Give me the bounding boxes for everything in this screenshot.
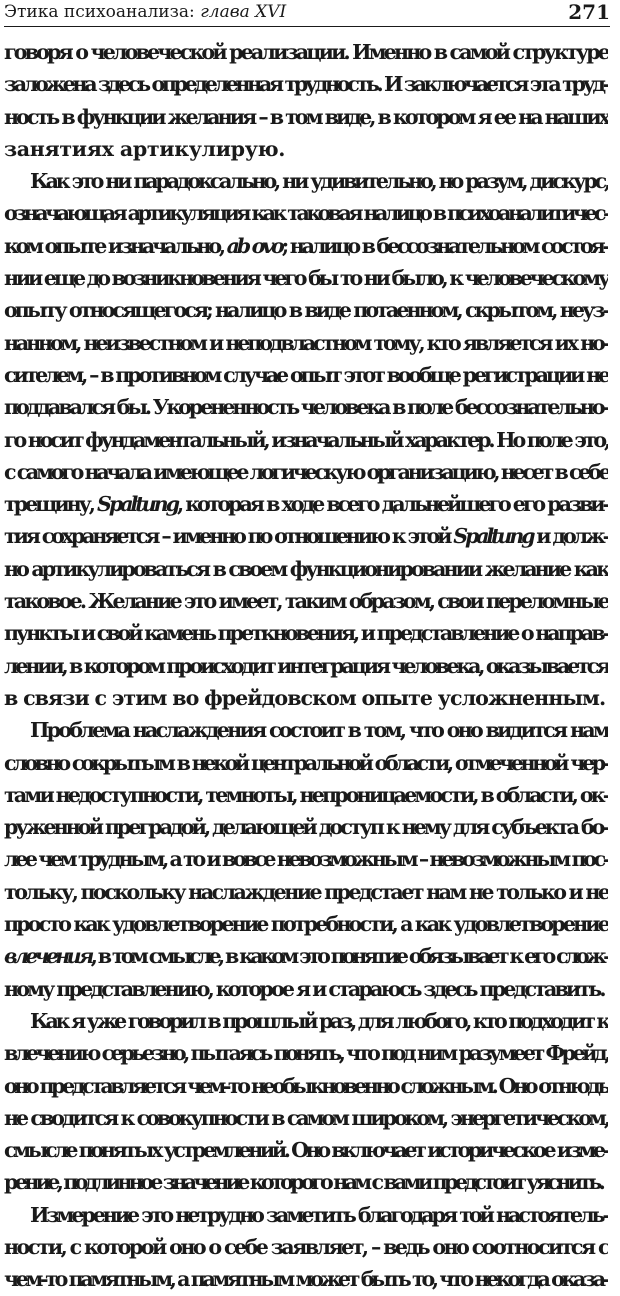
text-line xyxy=(4,811,608,843)
line-text: лении, в котором происходит интеграция человека, оказывается xyxy=(4,653,608,678)
line-text: го носит фундаментальный, изначальный характер. Но поле это, xyxy=(4,427,608,452)
text-line xyxy=(4,1005,608,1037)
text-line xyxy=(4,779,608,811)
line-text: занятиях артикулирую. xyxy=(4,136,286,161)
text-line xyxy=(4,165,608,197)
text-line xyxy=(4,488,608,520)
line-text: не сводится к совокупности в самом широком, энергетическом, xyxy=(4,1105,608,1130)
line-text: лее чем трудным, а то и вовсе невозможным – невозможным пос- xyxy=(4,847,608,872)
page-number: 271 xyxy=(568,0,610,24)
line-text: таковое. Желание это имеет, таким образом, свои переломные xyxy=(4,589,608,614)
line-text: тольку, поскольку наслаждение предстает нам не только и не xyxy=(4,879,608,904)
text-line xyxy=(4,1134,608,1166)
line-text: опыту относящегося; налицо в виде потаенном, скрытом, неуз- xyxy=(4,298,608,323)
text-line xyxy=(4,617,608,649)
text-line xyxy=(4,553,608,585)
text-line xyxy=(4,197,608,229)
italic-term: Spaltung xyxy=(97,492,177,517)
line-text: поддавался бы. Укорененность человека в поле бессознательно- xyxy=(4,395,608,420)
line-text: смысле понятых устремлений. Оно включает историческое изме- xyxy=(4,1138,608,1163)
text-line xyxy=(4,714,608,746)
line-text-continued: , которая в ходе всего дальнейшего его разви- xyxy=(176,492,608,517)
text-line xyxy=(4,262,608,294)
text-line xyxy=(4,1199,608,1231)
text-line xyxy=(4,908,608,940)
page-header xyxy=(4,0,610,27)
text-line xyxy=(4,940,608,972)
running-head-text: Этика психоанализа: xyxy=(4,2,201,22)
text-line xyxy=(4,876,608,908)
line-text-continued: и долж- xyxy=(532,524,608,549)
text-line xyxy=(4,585,608,617)
line-text: просто как удовлетворение потребности, а как удовлетворение xyxy=(4,912,608,937)
line-text: ком опыте изначально, xyxy=(4,233,227,258)
text-line xyxy=(4,1263,608,1295)
text-line xyxy=(4,520,608,552)
line-text: Как я уже говорил в прошлый раз, для любого, кто подходит к xyxy=(30,1008,608,1033)
line-text: влечению серьезно, пытаясь понять, что под ним разумеет Фрейд, xyxy=(4,1041,608,1066)
line-text: оно представляется чем-то необыкновенно сложным. Оно отнюдь xyxy=(4,1073,608,1098)
italic-term: ab ovo xyxy=(226,233,282,258)
text-line xyxy=(4,133,608,165)
text-line xyxy=(4,1166,608,1198)
line-text: в связи с этим во фрейдовском опыте усложненным. xyxy=(4,685,606,710)
line-text: пункты и свой камень преткновения, и представление о направ- xyxy=(4,621,608,646)
line-text: Проблема наслаждения состоит в том, что оно видится нам xyxy=(30,718,608,743)
line-text: сителем, – в противном случае опыт этот вообще регистрации не xyxy=(4,362,608,387)
line-text: нанном, неизвестном и неподвластном тому, кто является их но- xyxy=(4,330,608,355)
line-text: ности, с которой оно о себе заявляет, – ведь оно соотносится с xyxy=(4,1234,608,1259)
line-text: заложена здесь определенная трудность. И заключается эта труд- xyxy=(4,72,608,97)
italic-term: влечения xyxy=(4,944,91,969)
line-text-continued: ; налицо в бессознательном состоя- xyxy=(281,233,608,258)
line-text: словно сокрытым в некой центральной области, отмеченной чер- xyxy=(4,750,608,775)
line-text: но артикулироваться в своем функционировании желание как xyxy=(4,556,608,581)
line-text: руженной преградой, делающей доступ к нему для субъекта бо- xyxy=(4,815,608,840)
line-text: тия сохраняется – именно по отношению к этой xyxy=(4,524,454,549)
text-line xyxy=(4,294,608,326)
line-text: Как это ни парадоксально, ни удивительно, но разум, дискурс, xyxy=(30,169,608,194)
line-text: рение, подлинное значение которого нам с вами предстоит уяснить. xyxy=(4,1170,603,1195)
text-line xyxy=(4,1037,608,1069)
text-line xyxy=(4,1070,608,1102)
text-line xyxy=(4,424,608,456)
text-line xyxy=(4,682,608,714)
text-line xyxy=(4,359,608,391)
text-line xyxy=(4,1231,608,1263)
line-text-continued: , в том смысле, в каком это понятие обязывает к его слож- xyxy=(90,944,608,969)
running-head-chapter: глава XVI xyxy=(200,2,287,22)
line-text: означающая артикуляция как таковая налицо в психоаналитичес- xyxy=(4,201,608,226)
text-line xyxy=(4,973,608,1005)
italic-term: Spaltung xyxy=(453,524,533,549)
text-line xyxy=(4,68,608,100)
text-line xyxy=(4,391,608,423)
text-line xyxy=(4,230,608,262)
running-head xyxy=(4,2,286,22)
line-text: с самого начала имеющее логическую организацию, несет в себе xyxy=(4,459,608,484)
line-text: ность в функции желания – в том виде, в котором я ее на наших xyxy=(4,104,608,129)
line-text: говоря о человеческой реализации. Именно в самой структуре xyxy=(4,40,608,64)
line-text: нии еще до возникновения чего бы то ни было, к человеческому xyxy=(4,266,608,291)
line-text: тами недоступности, темноты, непроницаемости, в области, ок- xyxy=(4,782,608,807)
text-line xyxy=(4,843,608,875)
text-line xyxy=(4,327,608,359)
text-line xyxy=(4,101,608,133)
text-line xyxy=(4,650,608,682)
text-line xyxy=(4,36,608,68)
line-text: чем-то памятным, а памятным может быть то, что некогда оказа- xyxy=(4,1267,608,1292)
line-text: Измерение это нетрудно заметить благодаря той настоятель- xyxy=(30,1202,608,1227)
text-line xyxy=(4,456,608,488)
text-line xyxy=(4,747,608,779)
line-text: трещину, xyxy=(4,492,98,517)
line-text: ному представлению, которое я и стараюсь здесь представить. xyxy=(4,976,604,1001)
